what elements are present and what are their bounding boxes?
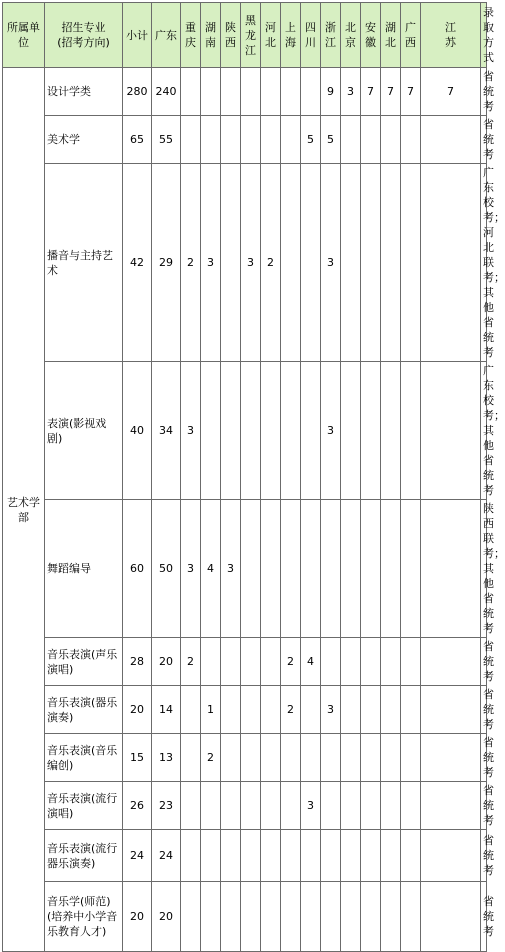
quota-cell: 4	[301, 638, 321, 686]
quota-cell	[281, 782, 301, 830]
quota-cell: 3	[321, 686, 341, 734]
header-province	[361, 3, 381, 68]
quota-cell	[201, 782, 221, 830]
quota-cell	[421, 164, 481, 362]
quota-cell: 50	[152, 500, 181, 638]
table-row	[3, 164, 487, 362]
quota-cell	[361, 116, 381, 164]
quota-cell: 2	[281, 638, 301, 686]
major-cell: 音乐表演(流行器乐演奏)	[45, 830, 123, 882]
header-province: 广东	[152, 3, 181, 68]
quota-cell: 24	[152, 830, 181, 882]
quota-cell	[261, 782, 281, 830]
header-row	[3, 3, 487, 68]
quota-cell: 2	[181, 164, 201, 362]
total-cell: 42	[123, 164, 152, 362]
quota-cell: 20	[152, 882, 181, 952]
quota-cell: 55	[152, 116, 181, 164]
quota-cell	[261, 116, 281, 164]
header-mode: 录取方式	[481, 3, 487, 68]
quota-cell	[181, 882, 201, 952]
admission-mode-cell: 省统考	[481, 116, 487, 164]
admission-mode-cell: 省统考	[481, 638, 487, 686]
table-row	[3, 734, 487, 782]
quota-cell	[381, 500, 401, 638]
major-cell: 音乐表演(声乐演唱)	[45, 638, 123, 686]
quota-cell: 2	[201, 734, 221, 782]
quota-cell	[341, 686, 361, 734]
quota-cell	[401, 830, 421, 882]
admission-mode-cell: 广东校考；河北联考；其他省统考	[481, 164, 487, 362]
quota-cell	[421, 686, 481, 734]
major-cell: 设计学类	[45, 68, 123, 116]
quota-cell	[261, 882, 281, 952]
quota-cell	[401, 362, 421, 500]
quota-cell: 7	[361, 68, 381, 116]
major-cell: 舞蹈编导	[45, 500, 123, 638]
admission-plan-table	[2, 2, 505, 952]
quota-cell	[361, 782, 381, 830]
header-total: 小计	[123, 3, 152, 68]
total-cell: 65	[123, 116, 152, 164]
quota-cell	[281, 68, 301, 116]
quota-cell: 7	[381, 68, 401, 116]
quota-cell	[361, 164, 381, 362]
header-province-label: 北京	[345, 21, 356, 49]
header-province-label: 安徽	[365, 21, 376, 49]
quota-cell: 23	[152, 782, 181, 830]
major-cell: 音乐学(师范)(培养中小学音乐教育人才)	[45, 882, 123, 952]
quota-cell: 13	[152, 734, 181, 782]
quota-cell	[201, 830, 221, 882]
quota-cell: 2	[181, 638, 201, 686]
quota-cell	[221, 362, 241, 500]
quota-cell	[281, 500, 301, 638]
major-cell: 音乐表演(音乐编创)	[45, 734, 123, 782]
quota-cell	[421, 116, 481, 164]
admission-mode-cell: 省统考	[481, 734, 487, 782]
quota-cell: 2	[261, 164, 281, 362]
admission-mode-cell: 省统考	[481, 782, 487, 830]
quota-cell	[401, 734, 421, 782]
quota-cell: 3	[321, 164, 341, 362]
table-row	[3, 638, 487, 686]
quota-cell	[201, 882, 221, 952]
quota-cell	[201, 362, 221, 500]
quota-cell	[301, 734, 321, 782]
total-cell: 24	[123, 830, 152, 882]
quota-cell	[201, 68, 221, 116]
quota-cell	[341, 638, 361, 686]
quota-cell	[181, 68, 201, 116]
quota-cell	[241, 782, 261, 830]
quota-cell	[381, 830, 401, 882]
table-row	[3, 830, 487, 882]
quota-cell	[341, 164, 361, 362]
quota-cell	[241, 882, 261, 952]
quota-cell	[261, 362, 281, 500]
total-cell: 280	[123, 68, 152, 116]
table-row	[3, 362, 487, 500]
quota-cell	[281, 830, 301, 882]
quota-cell	[361, 500, 381, 638]
quota-cell	[281, 882, 301, 952]
quota-cell	[401, 782, 421, 830]
quota-cell	[261, 638, 281, 686]
quota-cell	[241, 68, 261, 116]
quota-cell	[301, 68, 321, 116]
quota-cell: 2	[281, 686, 301, 734]
quota-cell	[421, 638, 481, 686]
total-cell: 15	[123, 734, 152, 782]
quota-cell	[221, 638, 241, 686]
header-province-label: 陕西	[225, 21, 236, 49]
header-province	[241, 3, 261, 68]
header-province	[181, 3, 201, 68]
quota-cell	[321, 782, 341, 830]
quota-cell	[301, 362, 321, 500]
quota-cell	[241, 734, 261, 782]
total-cell: 28	[123, 638, 152, 686]
header-province-label: 重庆	[185, 21, 196, 49]
table-row	[3, 116, 487, 164]
quota-cell	[421, 882, 481, 952]
quota-cell	[321, 500, 341, 638]
quota-cell	[181, 686, 201, 734]
quota-cell	[341, 830, 361, 882]
quota-cell	[241, 830, 261, 882]
quota-cell	[221, 686, 241, 734]
quota-cell: 3	[341, 68, 361, 116]
department-cell: 艺术学部	[3, 68, 45, 952]
quota-cell	[421, 362, 481, 500]
header-province	[341, 3, 361, 68]
quota-cell	[261, 68, 281, 116]
header-province-label: 四川	[305, 21, 316, 49]
header-province-label: 湖北	[385, 21, 396, 49]
quota-cell	[341, 782, 361, 830]
table-row	[3, 782, 487, 830]
quota-cell	[181, 782, 201, 830]
quota-cell: 3	[181, 500, 201, 638]
admission-mode-cell: 省统考	[481, 686, 487, 734]
quota-cell	[381, 686, 401, 734]
quota-cell: 14	[152, 686, 181, 734]
header-province-label: 浙江	[325, 21, 336, 49]
quota-cell	[221, 882, 241, 952]
quota-cell	[301, 164, 321, 362]
quota-cell	[181, 116, 201, 164]
quota-cell: 3	[301, 782, 321, 830]
header-province	[321, 3, 341, 68]
quota-cell	[341, 362, 361, 500]
quota-cell	[321, 734, 341, 782]
quota-cell	[221, 116, 241, 164]
quota-cell	[381, 882, 401, 952]
quota-cell	[221, 734, 241, 782]
quota-cell	[361, 882, 381, 952]
quota-cell	[241, 500, 261, 638]
total-cell: 40	[123, 362, 152, 500]
quota-cell	[361, 830, 381, 882]
quota-cell: 5	[321, 116, 341, 164]
quota-cell	[201, 638, 221, 686]
quota-cell: 3	[201, 164, 221, 362]
quota-cell	[221, 782, 241, 830]
quota-cell	[421, 782, 481, 830]
header-province-label: 江苏	[445, 21, 456, 49]
quota-cell: 3	[241, 164, 261, 362]
quota-cell: 34	[152, 362, 181, 500]
table-row	[3, 68, 487, 116]
quota-cell	[341, 500, 361, 638]
quota-cell	[421, 830, 481, 882]
major-cell: 播音与主持艺术	[45, 164, 123, 362]
quota-cell	[321, 638, 341, 686]
admission-mode-cell: 省统考	[481, 882, 487, 952]
quota-cell	[341, 882, 361, 952]
quota-cell	[261, 830, 281, 882]
quota-cell: 29	[152, 164, 181, 362]
total-cell: 20	[123, 686, 152, 734]
quota-cell	[401, 882, 421, 952]
quota-cell: 1	[201, 686, 221, 734]
quota-cell	[381, 638, 401, 686]
quota-cell	[241, 362, 261, 500]
quota-cell	[401, 686, 421, 734]
quota-cell: 9	[321, 68, 341, 116]
quota-cell: 3	[181, 362, 201, 500]
quota-cell	[401, 638, 421, 686]
quota-cell	[281, 734, 301, 782]
table-row	[3, 882, 487, 952]
major-cell: 美术学	[45, 116, 123, 164]
quota-cell	[241, 638, 261, 686]
quota-cell	[381, 116, 401, 164]
major-cell: 音乐表演(流行演唱)	[45, 782, 123, 830]
quota-cell: 7	[401, 68, 421, 116]
quota-cell	[421, 734, 481, 782]
quota-cell	[221, 68, 241, 116]
major-cell: 表演(影视戏剧)	[45, 362, 123, 500]
quota-cell	[401, 164, 421, 362]
quota-cell	[321, 882, 341, 952]
quota-cell	[381, 734, 401, 782]
quota-cell	[341, 734, 361, 782]
quota-cell	[401, 500, 421, 638]
admission-mode-cell: 广东校考；其他省统考	[481, 362, 487, 500]
quota-cell	[261, 500, 281, 638]
table-body	[3, 68, 505, 952]
quota-cell	[301, 686, 321, 734]
admission-mode-cell: 陕西联考；其他省统考	[481, 500, 487, 638]
header-province	[401, 3, 421, 68]
quota-cell	[321, 830, 341, 882]
quota-cell	[281, 116, 301, 164]
header-province	[281, 3, 301, 68]
quota-cell	[181, 830, 201, 882]
quota-cell	[361, 362, 381, 500]
quota-cell: 5	[301, 116, 321, 164]
quota-cell	[281, 164, 301, 362]
total-cell: 26	[123, 782, 152, 830]
header-province-label: 河北	[265, 21, 276, 49]
header-province	[261, 3, 281, 68]
total-cell: 20	[123, 882, 152, 952]
quota-cell	[241, 686, 261, 734]
header-province	[301, 3, 321, 68]
total-cell: 60	[123, 500, 152, 638]
quota-cell: 20	[152, 638, 181, 686]
admission-mode-cell: 省统考	[481, 68, 487, 116]
quota-cell	[361, 638, 381, 686]
quota-cell	[361, 734, 381, 782]
quota-cell: 4	[201, 500, 221, 638]
header-province	[381, 3, 401, 68]
table-row	[3, 686, 487, 734]
quota-cell	[341, 116, 361, 164]
quota-cell: 3	[321, 362, 341, 500]
quota-cell	[281, 362, 301, 500]
quota-cell	[401, 116, 421, 164]
quota-cell	[221, 830, 241, 882]
header-province	[221, 3, 241, 68]
quota-cell	[381, 164, 401, 362]
quota-cell	[301, 830, 321, 882]
table-row	[3, 500, 487, 638]
header-province-label: 黑龙江	[245, 13, 256, 57]
quota-cell	[221, 164, 241, 362]
header-major: 招生专业 (招考方向)	[45, 3, 123, 68]
quota-cell: 240	[152, 68, 181, 116]
header-province-label: 湖南	[205, 21, 216, 49]
major-cell: 音乐表演(器乐演奏)	[45, 686, 123, 734]
quota-cell	[381, 362, 401, 500]
header-province-label: 广西	[405, 21, 416, 49]
quota-cell	[301, 500, 321, 638]
quota-cell	[261, 734, 281, 782]
quota-cell	[241, 116, 261, 164]
quota-cell: 7	[421, 68, 481, 116]
quota-cell	[201, 116, 221, 164]
quota-cell	[421, 500, 481, 638]
header-province	[421, 3, 481, 68]
admission-mode-cell: 省统考	[481, 830, 487, 882]
header-province-label: 上海	[285, 21, 296, 49]
quota-cell	[301, 882, 321, 952]
header-unit: 所属单位	[3, 3, 45, 68]
quota-cell	[361, 686, 381, 734]
quota-cell: 3	[221, 500, 241, 638]
header-province	[201, 3, 221, 68]
quota-cell	[261, 686, 281, 734]
quota-cell	[381, 782, 401, 830]
quota-cell	[181, 734, 201, 782]
